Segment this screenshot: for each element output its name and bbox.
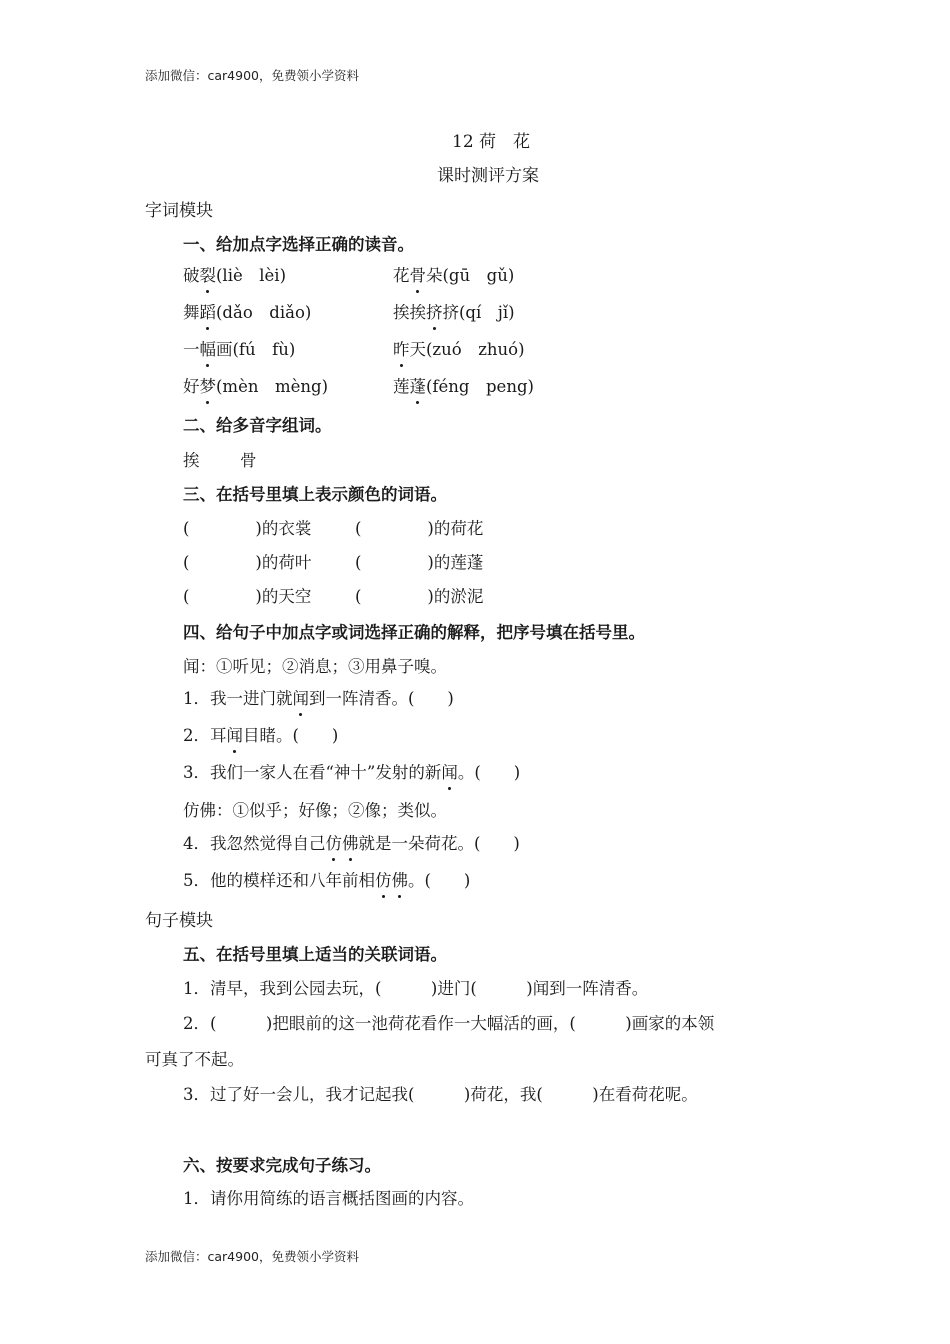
sentence-item: 5．他的模样还和八年前相仿佛。( )	[183, 867, 470, 891]
sentence-item: 3．过了好一会儿，我才记起我( )荷花，我( )在看荷花呢。	[183, 1085, 698, 1104]
sentence-item-continued: 可真了不起。	[145, 1050, 244, 1069]
page-header: 添加微信：car4900，免费领小学资料	[145, 68, 359, 83]
sentence-item: 1．我一进门就闻到一阵清香。( )	[183, 685, 454, 709]
sentence-item: 1．清早，我到公园去玩，( )进门( )闻到一阵清香。	[183, 979, 649, 998]
pinyin-item: 舞蹈(dǎo diǎo)	[183, 299, 311, 323]
sentence-item: 3．我们一家人在看“神十”发射的新闻。( )	[183, 759, 520, 783]
pinyin-item: 好梦(mèn mèng)	[183, 373, 328, 397]
color-blank: ( )的荷花	[355, 519, 484, 538]
pinyin-item: 花骨朵(gū gǔ)	[393, 262, 514, 286]
question-6-title: 六、按要求完成句子练习。	[183, 1156, 381, 1175]
polyphone-char: 骨	[240, 451, 257, 470]
pinyin-item: 挨挨挤挤(qí jǐ)	[393, 299, 515, 323]
question-1-title: 一、给加点字选择正确的读音。	[183, 235, 414, 254]
sentence-item: 2．( )把眼前的这一池荷花看作一大幅活的画，( )画家的本领	[183, 1014, 715, 1033]
sentence-item: 1．请你用简练的语言概括图画的内容。	[183, 1189, 474, 1208]
polyphone-char: 挨	[183, 451, 200, 470]
page-footer: 添加微信：car4900，免费领小学资料	[145, 1249, 359, 1264]
definition-fangfu: 仿佛：①似乎；好像；②像；类似。	[183, 801, 447, 820]
question-5-title: 五、在括号里填上适当的关联词语。	[183, 945, 447, 964]
section-sentences: 句子模块	[145, 911, 213, 931]
question-4-title: 四、给句子中加点字或词选择正确的解释，把序号填在括号里。	[183, 623, 645, 642]
question-2-title: 二、给多音字组词。	[183, 416, 332, 435]
sentence-item: 2．耳闻目睹。( )	[183, 722, 338, 746]
color-blank: ( )的淤泥	[355, 587, 484, 606]
section-vocabulary: 字词模块	[145, 201, 213, 221]
question-3-title: 三、在括号里填上表示颜色的词语。	[183, 485, 447, 504]
lesson-subtitle: 课时测评方案	[437, 166, 539, 186]
definition-wen: 闻：①听见；②消息；③用鼻子嗅。	[183, 657, 447, 676]
color-blank: ( )的荷叶	[183, 553, 312, 572]
pinyin-item: 莲蓬(féng peng)	[393, 373, 534, 397]
pinyin-item: 一幅画(fú fù)	[183, 336, 295, 360]
color-blank: ( )的莲蓬	[355, 553, 484, 572]
color-blank: ( )的衣裳	[183, 519, 312, 538]
sentence-item: 4．我忽然觉得自己仿佛就是一朵荷花。( )	[183, 830, 520, 854]
lesson-title: 12 荷 花	[452, 132, 531, 152]
color-blank: ( )的天空	[183, 587, 312, 606]
pinyin-item: 昨天(zuó zhuó)	[393, 336, 525, 360]
pinyin-item: 破裂(liè lèi)	[183, 262, 286, 286]
